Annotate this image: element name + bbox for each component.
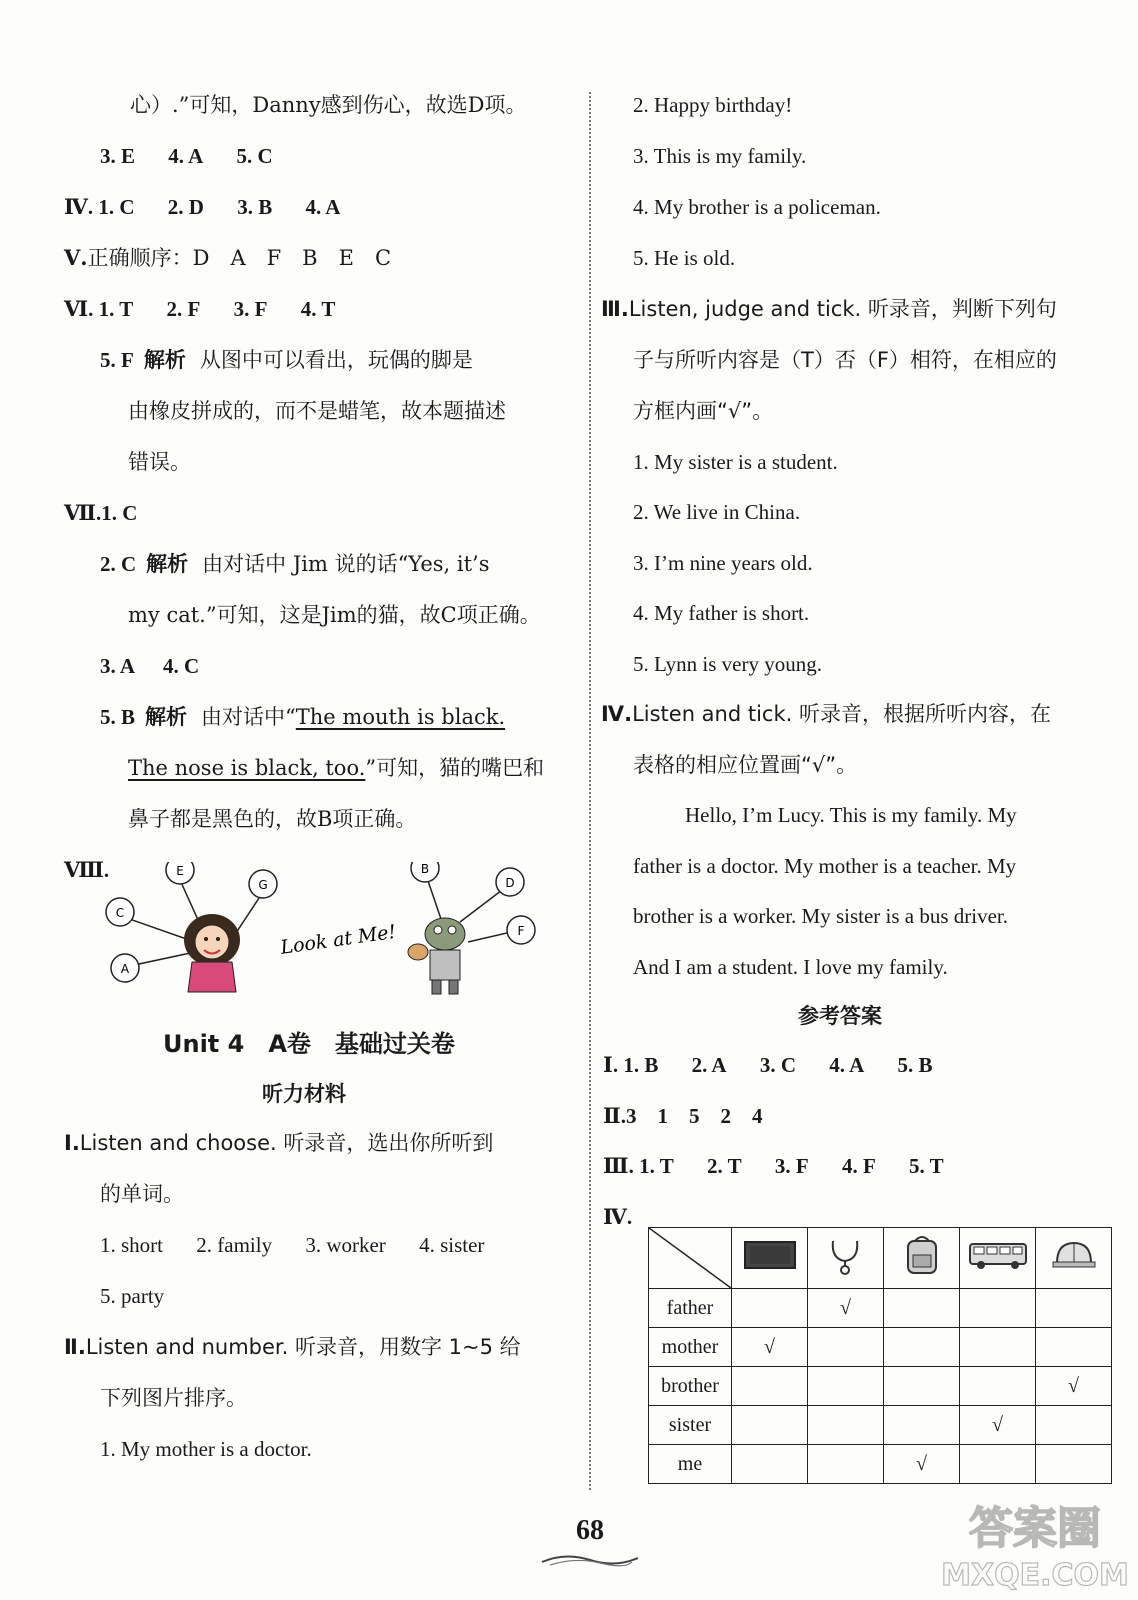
explanation-vii-5: 5. B 解析 由对话中“The mouth is black. [100,705,506,729]
section-iii-instruction-line3: 方框内画“√”。 [633,399,774,423]
row-label-sister: sister [649,1406,732,1445]
tick-cell [732,1367,808,1406]
section-iv-instruction: Ⅳ.Listen and tick. 听录音，根据所听内容，在 [601,702,1051,726]
tick-cell [960,1328,1036,1367]
section-ii-sentence-1: 1. My mother is a doctor. [100,1437,312,1461]
tick-cell [960,1289,1036,1328]
circle-F [507,916,535,944]
row-label-brother: brother [649,1367,732,1406]
unit-title: Unit 4 A卷 基础过关卷 [163,1030,455,1058]
passage-line-3: brother is a worker. My sister is a bus driver. [633,904,1009,928]
row-label-me: me [649,1445,732,1484]
tick-cell [732,1445,808,1484]
explanation-vii-5-line3: 鼻子都是黑色的，故B项正确。 [128,807,417,831]
tick-cell [808,1445,884,1484]
answer-key-i: Ⅰ. 1. B 2. A 3. C 4. A 5. B [603,1053,933,1077]
answer-table [648,1227,1112,1484]
tick-cell [960,1367,1036,1406]
section-iii-item-4: 4. My father is short. [633,601,810,625]
section-iii-item-5: 5. Lynn is very young. [633,652,822,676]
answer-key-title: 参考答案 [798,1004,882,1028]
tick-cell [884,1406,960,1445]
section-ii-sentence-2: 2. Happy birthday! [633,93,793,117]
svg-text:B: B [420,862,430,876]
tick-cell [808,1328,884,1367]
tick-cell [884,1367,960,1406]
answer-key-ii: Ⅱ.3 1 5 2 4 [603,1104,763,1128]
stethoscope-icon [808,1228,884,1289]
tick-cell: √ [960,1406,1036,1445]
table-corner-cell [649,1228,732,1289]
explanation-vi-5-line2: 由橡皮拼成的，而不是蜡笔，故本题描述 [128,399,506,423]
circle-B [411,862,439,882]
hardhat-icon [1036,1228,1112,1289]
tick-cell [808,1367,884,1406]
svg-text:答案圈: 答案圈 [969,1503,1101,1554]
section-i-word-5: 5. party [100,1284,165,1308]
section-iii-item-2: 2. We live in China. [633,500,801,524]
tick-cell [732,1406,808,1445]
tick-cell: √ [808,1289,884,1328]
blackboard-icon [732,1228,808,1289]
section-ii-sentence-3: 3. This is my family. [633,144,807,168]
answer-row-iii: 3. E 4. A 5. C [100,144,273,168]
section-iii-item-3: 3. I’m nine years old. [633,551,813,575]
tick-cell [1036,1406,1112,1445]
answer-row-v: Ⅴ.正确顺序：D A F B E C [64,245,392,270]
section-i-words: 1. short 2. family 3. worker 4. sister [100,1233,485,1257]
table-header-row [649,1228,1112,1289]
look-at-me-banner: Look at Me! [279,920,398,959]
svg-text:A: A [120,962,130,976]
section-iii-instruction-line2: 子与所听内容是（T）否（F）相符，在相应的 [633,348,1057,372]
explanation-vii-2: 2. C 解析 由对话中 Jim 说的话“Yes, it’s [100,552,490,576]
circle-C [106,898,134,926]
circle-D [496,868,524,896]
svg-text:F: F [517,924,525,938]
answer-row-iv: Ⅳ. 1. C 2. D 3. B 4. A [64,195,341,219]
section-ii-sentence-4: 4. My brother is a policeman. [633,195,881,219]
svg-text:G: G [258,878,268,892]
table-row [649,1289,1112,1328]
tick-cell [960,1445,1036,1484]
tick-cell: √ [884,1445,960,1484]
section-ii-instruction: Ⅱ.Listen and number. 听录音，用数字 1~5 给 [64,1335,521,1359]
tick-cell [1036,1445,1112,1484]
answer-row-viii: Ⅷ. [64,858,110,882]
backpack-icon [884,1228,960,1289]
table-row [649,1406,1112,1445]
page-number-swirl-icon [540,1552,640,1568]
answer-row-vii: Ⅶ.1. C [64,501,138,525]
answer-row-vii-34: 3. A 4. C [100,654,200,678]
toy-icon [408,918,465,994]
tick-cell [1036,1289,1112,1328]
row-label-mother: mother [649,1328,732,1367]
section-iii-item-1: 1. My sister is a student. [633,450,838,474]
section-iii-instruction: Ⅲ.Listen, judge and tick. 听录音，判断下列句 [601,297,1057,321]
table-row [649,1367,1112,1406]
row-label-father: father [649,1289,732,1328]
watermark-logo [940,1485,1130,1595]
tick-cell [808,1406,884,1445]
table-row [649,1328,1112,1367]
explanation-vi-5-line3: 错误。 [128,450,191,474]
svg-text:C: C [115,906,125,920]
tick-cell: √ [732,1328,808,1367]
section-i-instruction: Ⅰ.Listen and choose. 听录音，选出你所听到 [64,1131,494,1155]
tick-cell [732,1289,808,1328]
svg-text:D: D [505,876,515,890]
circle-A [111,954,139,982]
tick-cell [884,1289,960,1328]
tick-cell: √ [1036,1367,1112,1406]
passage-line-1: Hello, I’m Lucy. This is my family. My [685,803,1017,827]
passage-line-4: And I am a student. I love my family. [633,955,948,979]
explanation-vii-2-line2: my cat.”可知，这是Jim的猫，故C项正确。 [128,603,541,627]
girl-icon [184,914,240,992]
passage-line-2: father is a doctor. My mother is a teacher. My [633,854,1017,878]
section-ii-instruction-line2: 下列图片排序。 [100,1386,247,1410]
circle-G [249,870,277,898]
bus-icon [960,1228,1036,1289]
svg-text:MXQE.COM: MXQE.COM [941,1558,1129,1593]
section-ii-sentence-5: 5. He is old. [633,246,736,270]
section-iv-instruction-line2: 表格的相应位置画“√”。 [633,753,858,777]
explanation-vi-5: 5. F 解析 从图中可以看出，玩偶的脚是 [100,348,473,372]
answer-row-vi: Ⅵ. 1. T 2. F 3. F 4. T [64,297,336,321]
table-row [649,1445,1112,1484]
section-i-instruction-line2: 的单词。 [100,1182,184,1206]
tick-cell [1036,1328,1112,1367]
explanation-vii-5-line2: The nose is black, too.”可知，猫的嘴巴和 [128,756,545,780]
tick-cell [884,1328,960,1367]
answer-key-iii: Ⅲ. 1. T 2. T 3. F 4. F 5. T [603,1154,944,1178]
listening-material-title: 听力材料 [262,1082,346,1106]
circle-E [166,862,194,884]
page-number: 68 [576,1515,604,1546]
look-at-me-illustration [100,862,570,1002]
answer-key-iv: Ⅳ. [603,1205,633,1229]
svg-text:E: E [176,864,184,878]
answer-line-1: 心）.”可知，Danny感到伤心，故选D项。 [130,93,527,117]
